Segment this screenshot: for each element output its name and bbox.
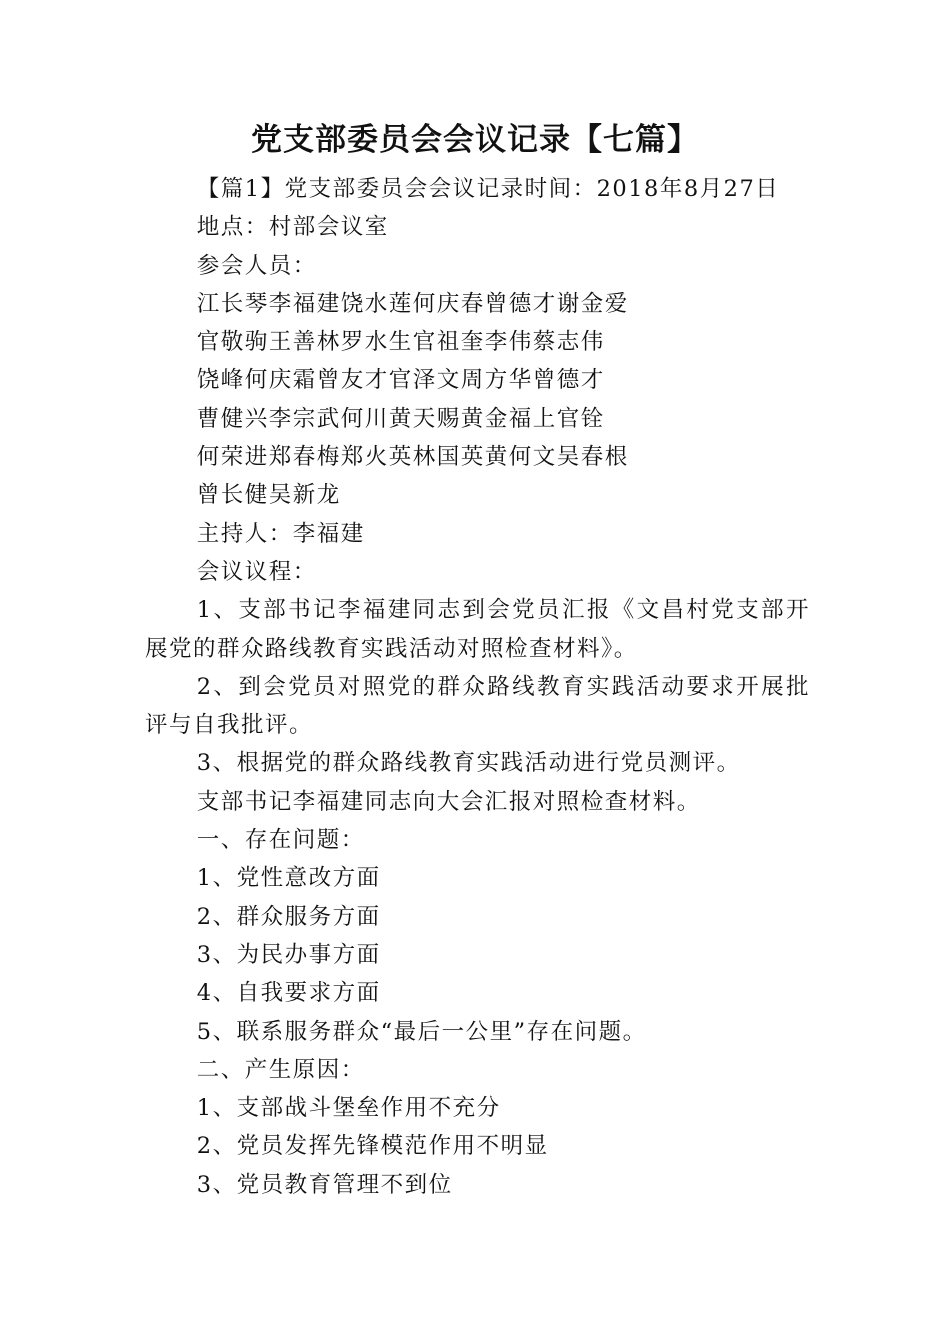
paragraph-problem-3: 3、为民办事方面: [196, 941, 381, 968]
paragraph-cause-3: 3、党员教育管理不到位: [196, 1171, 453, 1198]
paragraph-problem-5: 5、联系服务群众“最后一公里”存在问题。: [196, 1018, 647, 1045]
paragraph-attendees-line-5: 何荣进郑春梅郑火英林国英黄何文吴春根: [196, 444, 629, 471]
paragraph-cause-1: 1、支部战斗堡垒作用不充分: [196, 1095, 501, 1122]
paragraph-session-info: 【篇1】党支部委员会会议记录时间：2018年8月27日: [196, 176, 780, 202]
paragraph-problem-1: 1、党性意改方面: [196, 865, 381, 892]
paragraph-attendees-line-1: 江长琴李福建饶水莲何庆春曾德才谢金爱: [196, 290, 629, 317]
paragraph-location: 地点：村部会议室: [196, 214, 389, 241]
paragraph-problem-4: 4、自我要求方面: [196, 980, 381, 1007]
paragraph-agenda-item-1: 1、支部书记李福建同志到会党员汇报《文昌村党支部开展党的群众路线教育实践活动对照检查材料》。: [145, 597, 810, 662]
paragraph-attendees-label: 参会人员：: [196, 252, 317, 279]
paragraph-attendees-line-3: 饶峰何庆霜曾友才官泽文周方华曾德才: [196, 367, 605, 394]
paragraph-agenda-item-3: 3、根据党的群众路线教育实践活动进行党员测评。: [196, 750, 741, 777]
document-body: [145, 170, 810, 1204]
paragraph-attendees-line-6: 曾长健吴新龙: [196, 482, 341, 509]
paragraph-section-problems: 一、存在问题：: [196, 827, 365, 854]
paragraph-attendees-line-2: 官敬驹王善林罗水生官祖奎李伟蔡志伟: [196, 329, 605, 356]
paragraph-attendees-line-4: 曹健兴李宗武何川黄天赐黄金福上官铨: [196, 405, 605, 432]
paragraph-cause-2: 2、党员发挥先锋模范作用不明显: [196, 1133, 549, 1160]
paragraph-agenda-item-2: 2、到会党员对照党的群众路线教育实践活动要求开展批评与自我批评。: [145, 673, 810, 739]
paragraph-problem-2: 2、群众服务方面: [196, 903, 381, 930]
document-title: 党支部委员会会议记录【七篇】: [251, 122, 699, 158]
paragraph-section-causes: 二、产生原因：: [196, 1056, 365, 1083]
paragraph-agenda-label: 会议议程：: [196, 558, 317, 585]
paragraph-host: 主持人：李福建: [196, 520, 365, 547]
paragraph-report-intro: 支部书记李福建同志向大会汇报对照检查材料。: [196, 788, 701, 815]
